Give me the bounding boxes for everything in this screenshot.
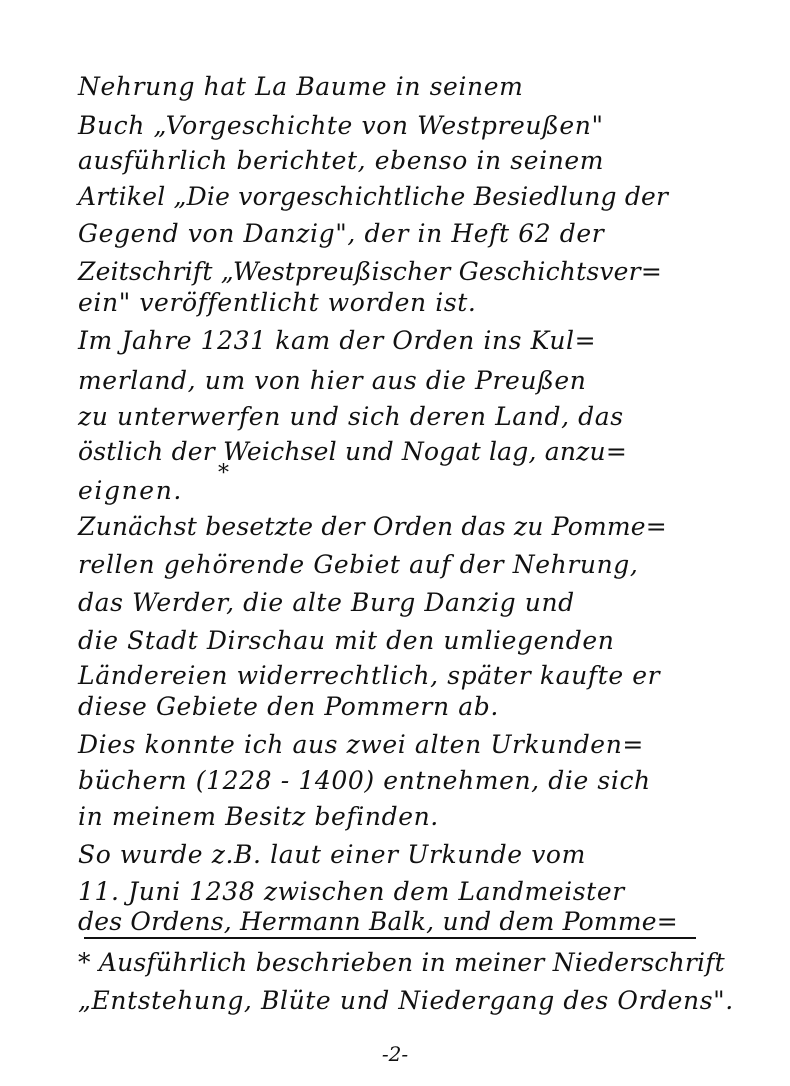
text-line: zu unterwerfen und sich deren Land, das [78, 402, 624, 431]
text-line: eignen. [78, 476, 183, 505]
text-line: 11. Juni 1238 zwischen dem Landmeister [78, 877, 625, 906]
footnote-divider [84, 937, 696, 939]
text-line: des Ordens, Hermann Balk, und dem Pomme= [78, 907, 678, 936]
text-line: Buch „Vorgeschichte von Westpreußen" [78, 111, 604, 140]
text-line: merland, um von hier aus die Preußen [78, 366, 587, 395]
text-line: diese Gebiete den Pommern ab. [78, 692, 499, 721]
text-line: Gegend von Danzig", der in Heft 62 der [78, 219, 605, 248]
footnote-line: * Ausführlich beschrieben in meiner Niederschrift [78, 948, 725, 977]
page-number: -2- [381, 1042, 409, 1066]
text-line: die Stadt Dirschau mit den umliegenden [78, 626, 615, 655]
text-line: ein" veröffentlicht worden ist. [78, 288, 477, 317]
text-line: das Werder, die alte Burg Danzig und [78, 588, 575, 617]
text-line: Ländereien widerrechtlich, später kaufte er [78, 661, 661, 690]
text-line: Artikel „Die vorgeschichtliche Besiedlung der [78, 182, 669, 211]
text-line: Nehrung hat La Baume in seinem [78, 72, 524, 101]
text-line: ausführlich berichtet, ebenso in seinem [78, 146, 605, 175]
footnote-line: „Entstehung, Blüte und Niedergang des Ordens". [78, 986, 734, 1015]
text-line: büchern (1228 - 1400) entnehmen, die sich [78, 766, 651, 795]
text-line: rellen gehörende Gebiet auf der Nehrung, [78, 550, 639, 579]
text-line: Im Jahre 1231 kam der Orden ins Kul= [78, 326, 597, 355]
text-line: in meinem Besitz befinden. [78, 802, 439, 831]
text-line: So wurde z.B. laut einer Urkunde vom [78, 840, 586, 869]
text-line: östlich der Weichsel und Nogat lag, anzu= [78, 437, 627, 466]
footnote-marker: * [218, 461, 229, 486]
text-line: Zeitschrift „Westpreußischer Geschichtsver= [78, 257, 662, 286]
text-line: Dies konnte ich aus zwei alten Urkunden= [78, 730, 644, 759]
text-line: Zunächst besetzte der Orden das zu Pomme= [78, 512, 667, 541]
